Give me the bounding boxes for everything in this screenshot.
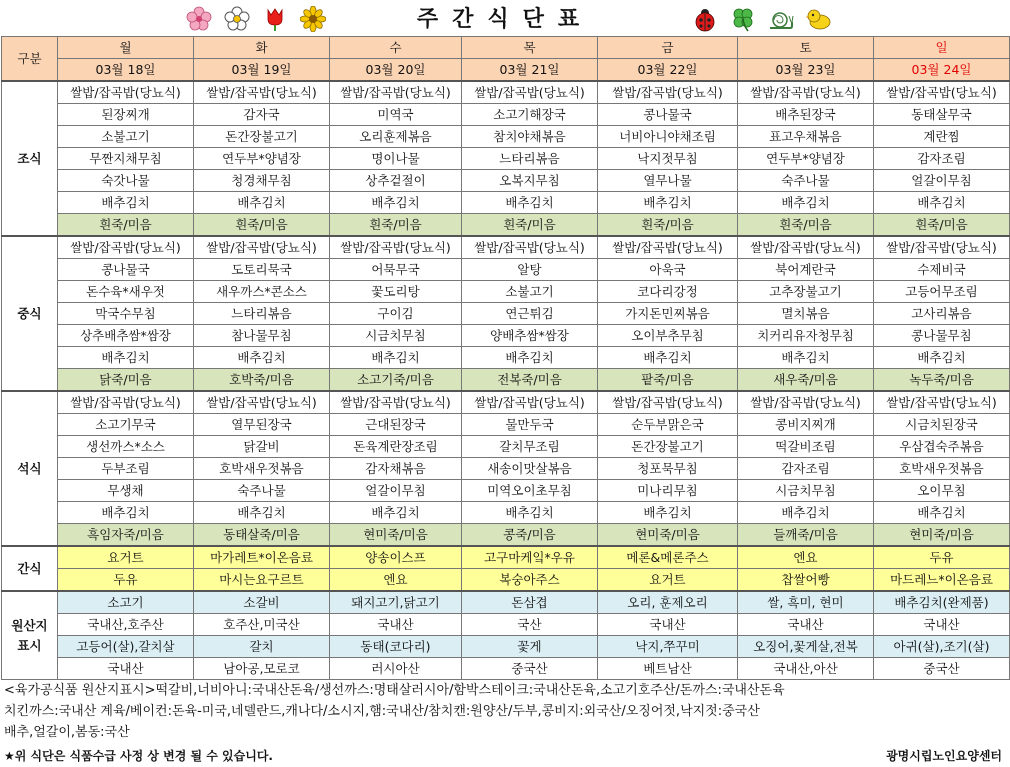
menu-item: 콩나물국: [58, 259, 194, 281]
origin-food: 꽃게: [462, 636, 598, 658]
menu-item: 전복죽/미음: [462, 369, 598, 392]
menu-item: 돈간장불고기: [598, 436, 738, 458]
menu-item: 배추김치: [738, 347, 874, 369]
menu-item: 숙갓나물: [58, 170, 194, 192]
menu-item: 멸치볶음: [738, 303, 874, 325]
date-tue: 03월 19일: [194, 59, 330, 82]
menu-item: 흰죽/미음: [58, 214, 194, 237]
menu-item: 치커리유자청무침: [738, 325, 874, 347]
menu-item: 호박죽/미음: [194, 369, 330, 392]
menu-item: 흰죽/미음: [462, 214, 598, 237]
menu-item: 알탕: [462, 259, 598, 281]
menu-item: 쌀밥/잡곡밥(당뇨식): [738, 81, 874, 104]
menu-row: [2, 104, 1010, 126]
snack-row: [2, 546, 1010, 569]
clover-icon: [730, 6, 756, 32]
menu-item: 연근튀김: [462, 303, 598, 325]
menu-item: 고추장불고기: [738, 281, 874, 303]
snack-item: 고구마케잌*우유: [462, 546, 598, 569]
menu-row: [2, 126, 1010, 148]
origin-country: 중국산: [874, 658, 1010, 680]
menu-row: [2, 458, 1010, 480]
menu-item: 배추김치: [874, 502, 1010, 524]
meal-label: 조식: [2, 81, 58, 236]
menu-item: 감자국: [194, 104, 330, 126]
menu-item: 배추김치: [330, 502, 462, 524]
menu-item: 쌀밥/잡곡밥(당뇨식): [874, 236, 1010, 259]
meal-label: 중식: [2, 236, 58, 391]
menu-item: 감자조림: [874, 148, 1010, 170]
origin-country: 국내산: [874, 614, 1010, 636]
menu-item: 배추김치: [598, 192, 738, 214]
snack-item: 엔요: [738, 546, 874, 569]
menu-item: 흑임자죽/미음: [58, 524, 194, 547]
organization-name: 광명시립노인요양센터: [886, 749, 1002, 763]
snack-item: 마가레트*이온음료: [194, 546, 330, 569]
menu-item: 얼갈이무침: [330, 480, 462, 502]
menu-item: 콩나물무침: [874, 325, 1010, 347]
origin-food: 쌀, 흑미, 현미: [738, 591, 874, 614]
menu-item: 쌀밥/잡곡밥(당뇨식): [874, 391, 1010, 414]
snack-item: 요거트: [58, 546, 194, 569]
menu-row: [2, 303, 1010, 325]
menu-row: [2, 391, 1010, 414]
menu-item: 고사리볶음: [874, 303, 1010, 325]
snack-item: 복숭아주스: [462, 569, 598, 592]
menu-item: 소고기무국: [58, 414, 194, 436]
menu-item: 쌀밥/잡곡밥(당뇨식): [194, 236, 330, 259]
origin-label: [2, 591, 58, 680]
snack-item: 요거트: [598, 569, 738, 592]
menu-item: 된장찌개: [58, 104, 194, 126]
origin-country: 국산: [462, 614, 598, 636]
menu-item: 수제비국: [874, 259, 1010, 281]
menu-item: 쌀밥/잡곡밥(당뇨식): [330, 391, 462, 414]
menu-item: 배추김치: [598, 502, 738, 524]
menu-item: 쌀밥/잡곡밥(당뇨식): [330, 81, 462, 104]
menu-item: 무짠지채무침: [58, 148, 194, 170]
snack-row: [2, 569, 1010, 592]
menu-item: 참치야채볶음: [462, 126, 598, 148]
snack-item: 메론&메론주스: [598, 546, 738, 569]
day-header-row: [2, 37, 1010, 59]
menu-item: 배추김치: [194, 502, 330, 524]
menu-item: 현미죽/미음: [330, 524, 462, 547]
origin-country: 남아공,모로코: [194, 658, 330, 680]
menu-item: 배추된장국: [738, 104, 874, 126]
origin-country: 국내산,아산: [738, 658, 874, 680]
menu-row: [2, 281, 1010, 303]
menu-item: 흰죽/미음: [330, 214, 462, 237]
menu-item: 쌀밥/잡곡밥(당뇨식): [58, 391, 194, 414]
processed-food-origin-notes: [4, 680, 1010, 743]
menu-item: 배추김치: [58, 502, 194, 524]
menu-item: 시금치무침: [738, 480, 874, 502]
menu-item: 흰죽/미음: [598, 214, 738, 237]
menu-item: 두부조림: [58, 458, 194, 480]
menu-item: 상추겉절이: [330, 170, 462, 192]
origin-row: [2, 614, 1010, 636]
menu-item: 콩비지찌개: [738, 414, 874, 436]
menu-item: 들깨죽/미음: [738, 524, 874, 547]
origin-country: 국내산: [330, 614, 462, 636]
category-header: 구분: [2, 37, 58, 82]
menu-row: [2, 170, 1010, 192]
day-name-sun: 일: [874, 37, 1010, 59]
origin-label-line2: 표시: [17, 637, 42, 653]
menu-item: 새우죽/미음: [738, 369, 874, 392]
snack-item: 두유: [874, 546, 1010, 569]
menu-item: 우삼겹숙주볶음: [874, 436, 1010, 458]
menu-item: 콩나물국: [598, 104, 738, 126]
origin-food: 돈삼겹: [462, 591, 598, 614]
menu-item: 흰죽/미음: [194, 214, 330, 237]
date-fri: 03월 22일: [598, 59, 738, 82]
menu-item: 생선까스*소스: [58, 436, 194, 458]
menu-item: 양배추쌈*쌈장: [462, 325, 598, 347]
menu-item: 배추김치: [874, 347, 1010, 369]
origin-country: 호주산,미국산: [194, 614, 330, 636]
menu-row: [2, 325, 1010, 347]
origin-country: 국내산,호주산: [58, 614, 194, 636]
menu-item: 감자채볶음: [330, 458, 462, 480]
menu-row: [2, 214, 1010, 237]
menu-item: 숙주나물: [194, 480, 330, 502]
date-sun: 03월 24일: [874, 59, 1010, 82]
menu-row: [2, 502, 1010, 524]
origin-food: 배추김치(완제품): [874, 591, 1010, 614]
menu-item: 동태살죽/미음: [194, 524, 330, 547]
menu-item: 북어계란국: [738, 259, 874, 281]
origin-food: 고등어(살),갈치살: [58, 636, 194, 658]
origin-country: 중국산: [462, 658, 598, 680]
date-sat: 03월 23일: [738, 59, 874, 82]
date-mon: 03월 18일: [58, 59, 194, 82]
origin-row: [2, 658, 1010, 680]
menu-item: 오이부추무침: [598, 325, 738, 347]
snack-item: 마시는요구르트: [194, 569, 330, 592]
menu-item: 쌀밥/잡곡밥(당뇨식): [58, 81, 194, 104]
menu-item: 쌀밥/잡곡밥(당뇨식): [598, 81, 738, 104]
menu-item: 콩죽/미음: [462, 524, 598, 547]
menu-item: 떡갈비조림: [738, 436, 874, 458]
menu-row: [2, 148, 1010, 170]
menu-item: 어묵무국: [330, 259, 462, 281]
menu-item: 배추김치: [598, 347, 738, 369]
menu-item: 낙지젓무침: [598, 148, 738, 170]
menu-item: 현미죽/미음: [874, 524, 1010, 547]
origin-country: 국내산: [58, 658, 194, 680]
menu-item: 고등어무조림: [874, 281, 1010, 303]
menu-item: 쌀밥/잡곡밥(당뇨식): [598, 391, 738, 414]
menu-item: 배추김치: [194, 347, 330, 369]
menu-item: 쌀밥/잡곡밥(당뇨식): [462, 391, 598, 414]
snack-item: 엔요: [330, 569, 462, 592]
date-thu: 03월 21일: [462, 59, 598, 82]
menu-item: 쌀밥/잡곡밥(당뇨식): [58, 236, 194, 259]
menu-item: 소불고기: [58, 126, 194, 148]
snack-item: 양송이스프: [330, 546, 462, 569]
menu-item: 청포묵무침: [598, 458, 738, 480]
snack-item: 두유: [58, 569, 194, 592]
menu-item: 새송이맛살볶음: [462, 458, 598, 480]
menu-row: [2, 192, 1010, 214]
menu-item: 쌀밥/잡곡밥(당뇨식): [462, 236, 598, 259]
menu-item: 가지돈민찌볶음: [598, 303, 738, 325]
date-wed: 03월 20일: [330, 59, 462, 82]
snack-item: 마드레느*이온음료: [874, 569, 1010, 592]
page-header: [0, 0, 1010, 36]
menu-item: 돈간장불고기: [194, 126, 330, 148]
menu-item: 동태살무국: [874, 104, 1010, 126]
menu-item: 도토리묵국: [194, 259, 330, 281]
snail-icon: [768, 6, 794, 32]
menu-item: 배추김치: [58, 347, 194, 369]
menu-item: 흰죽/미음: [874, 214, 1010, 237]
menu-item: 쌀밥/잡곡밥(당뇨식): [874, 81, 1010, 104]
menu-item: 구이김: [330, 303, 462, 325]
menu-item: 열무된장국: [194, 414, 330, 436]
menu-item: 너비아니야채조림: [598, 126, 738, 148]
menu-item: 호박새우젓볶음: [874, 458, 1010, 480]
menu-item: 표고우채볶음: [738, 126, 874, 148]
day-name-tue: 화: [194, 37, 330, 59]
menu-item: 꽃도리탕: [330, 281, 462, 303]
origin-note-line: 치킨까스:국내산 계육/베이컨:돈육-미국,네델란드,캐나다/소시지,햄:국내산/참치캔:원양산/두부,콩비지:외국산/오징어젓,낙지젓:중국산: [4, 704, 760, 719]
menu-row: [2, 414, 1010, 436]
menu-item: 배추김치: [58, 192, 194, 214]
menu-item: 미나리무침: [598, 480, 738, 502]
ladybug-icon: [692, 6, 718, 32]
menu-item: 흰죽/미음: [738, 214, 874, 237]
menu-item: 계란찜: [874, 126, 1010, 148]
menu-item: 근대된장국: [330, 414, 462, 436]
menu-item: 쌀밥/잡곡밥(당뇨식): [598, 236, 738, 259]
menu-row: [2, 436, 1010, 458]
origin-note-line: 배추,얼갈이,봄동:국산: [4, 725, 130, 740]
menu-item: 돈수육*새우젓: [58, 281, 194, 303]
menu-item: 쌀밥/잡곡밥(당뇨식): [194, 81, 330, 104]
change-disclaimer: ★위 식단은 식품수급 사정 상 변경 될 수 있습니다.: [4, 749, 273, 763]
origin-food: 아귀(살),조기(살): [874, 636, 1010, 658]
day-name-sat: 토: [738, 37, 874, 59]
menu-item: 연두부*양념장: [194, 148, 330, 170]
menu-item: 쌀밥/잡곡밥(당뇨식): [194, 391, 330, 414]
origin-food: 돼지고기,닭고기: [330, 591, 462, 614]
menu-item: 소고기죽/미음: [330, 369, 462, 392]
origin-food: 동태(코다리): [330, 636, 462, 658]
menu-item: 물만두국: [462, 414, 598, 436]
menu-item: 시금치무침: [330, 325, 462, 347]
menu-item: 오복지무침: [462, 170, 598, 192]
menu-item: 참나물무침: [194, 325, 330, 347]
day-name-fri: 금: [598, 37, 738, 59]
origin-country: 국내산: [738, 614, 874, 636]
menu-item: 얼갈이무침: [874, 170, 1010, 192]
menu-item: 배추김치: [874, 192, 1010, 214]
origin-country: 베트남산: [598, 658, 738, 680]
menu-item: 호박새우젓볶음: [194, 458, 330, 480]
menu-item: 청경채무침: [194, 170, 330, 192]
menu-item: 오리훈제볶음: [330, 126, 462, 148]
menu-item: 순두부맑은국: [598, 414, 738, 436]
snack-label: 간식: [2, 546, 58, 591]
day-name-wed: 수: [330, 37, 462, 59]
snack-item: 찹쌀어빵: [738, 569, 874, 592]
menu-item: 소고기해장국: [462, 104, 598, 126]
menu-item: 연두부*양념장: [738, 148, 874, 170]
menu-item: 돈육계란장조림: [330, 436, 462, 458]
origin-food: 갈치: [194, 636, 330, 658]
menu-item: 시금치된장국: [874, 414, 1010, 436]
menu-item: 쌀밥/잡곡밥(당뇨식): [738, 391, 874, 414]
menu-row: [2, 480, 1010, 502]
menu-item: 녹두죽/미음: [874, 369, 1010, 392]
menu-item: 배추김치: [330, 347, 462, 369]
menu-item: 팥죽/미음: [598, 369, 738, 392]
menu-row: [2, 524, 1010, 547]
menu-item: 배추김치: [462, 347, 598, 369]
menu-item: 상추배추쌈*쌈장: [58, 325, 194, 347]
menu-row: [2, 236, 1010, 259]
menu-item: 배추김치: [462, 502, 598, 524]
day-name-mon: 월: [58, 37, 194, 59]
menu-item: 쌀밥/잡곡밥(당뇨식): [462, 81, 598, 104]
origin-food: 오리, 훈제오리: [598, 591, 738, 614]
menu-row: [2, 347, 1010, 369]
menu-item: 소불고기: [462, 281, 598, 303]
menu-item: 새우까스*콘소스: [194, 281, 330, 303]
menu-item: 느타리볶음: [462, 148, 598, 170]
meal-label: 석식: [2, 391, 58, 546]
menu-item: 갈치무조림: [462, 436, 598, 458]
origin-label-line1: 원산지: [11, 617, 48, 633]
page-title: 주간식단표: [416, 7, 594, 32]
date-header-row: [2, 59, 1010, 82]
menu-item: 현미죽/미음: [598, 524, 738, 547]
origin-food: 오징어,꽃게살,전복: [738, 636, 874, 658]
day-name-thu: 목: [462, 37, 598, 59]
menu-item: 무생채: [58, 480, 194, 502]
decor-icons-right: [692, 6, 832, 32]
menu-item: 명이나물: [330, 148, 462, 170]
menu-row: [2, 81, 1010, 104]
menu-item: 아욱국: [598, 259, 738, 281]
origin-row: [2, 636, 1010, 658]
menu-item: 배추김치: [462, 192, 598, 214]
origin-food: 소고기: [58, 591, 194, 614]
menu-item: 배추김치: [738, 502, 874, 524]
menu-item: 막국수무침: [58, 303, 194, 325]
menu-item: 감자조림: [738, 458, 874, 480]
origin-country: 러시아산: [330, 658, 462, 680]
origin-note-line: <육가공식품 원산지표시>떡갈비,너비아니:국내산돈육/생선까스:명태살러시아/함박스테이크:국내산돈육,소고기호주산/돈까스:국내산돈육: [4, 683, 785, 698]
menu-item: 닭죽/미음: [58, 369, 194, 392]
origin-country: 국내산: [598, 614, 738, 636]
menu-item: 오이무침: [874, 480, 1010, 502]
page-footer: [0, 743, 1010, 767]
menu-item: 닭갈비: [194, 436, 330, 458]
menu-row: [2, 259, 1010, 281]
weekly-menu-table: [1, 36, 1010, 680]
menu-row: [2, 369, 1010, 392]
origin-row: [2, 591, 1010, 614]
menu-item: 열무나물: [598, 170, 738, 192]
origin-food: 소갈비: [194, 591, 330, 614]
menu-item: 쌀밥/잡곡밥(당뇨식): [330, 236, 462, 259]
menu-item: 미역국: [330, 104, 462, 126]
menu-item: 미역오이초무침: [462, 480, 598, 502]
menu-item: 쌀밥/잡곡밥(당뇨식): [738, 236, 874, 259]
origin-food: 낙지,쭈꾸미: [598, 636, 738, 658]
menu-item: 배추김치: [194, 192, 330, 214]
menu-item: 배추김치: [330, 192, 462, 214]
menu-item: 배추김치: [738, 192, 874, 214]
menu-item: 코다리강정: [598, 281, 738, 303]
menu-item: 느타리볶음: [194, 303, 330, 325]
chick-icon: [806, 6, 832, 32]
menu-item: 숙주나물: [738, 170, 874, 192]
